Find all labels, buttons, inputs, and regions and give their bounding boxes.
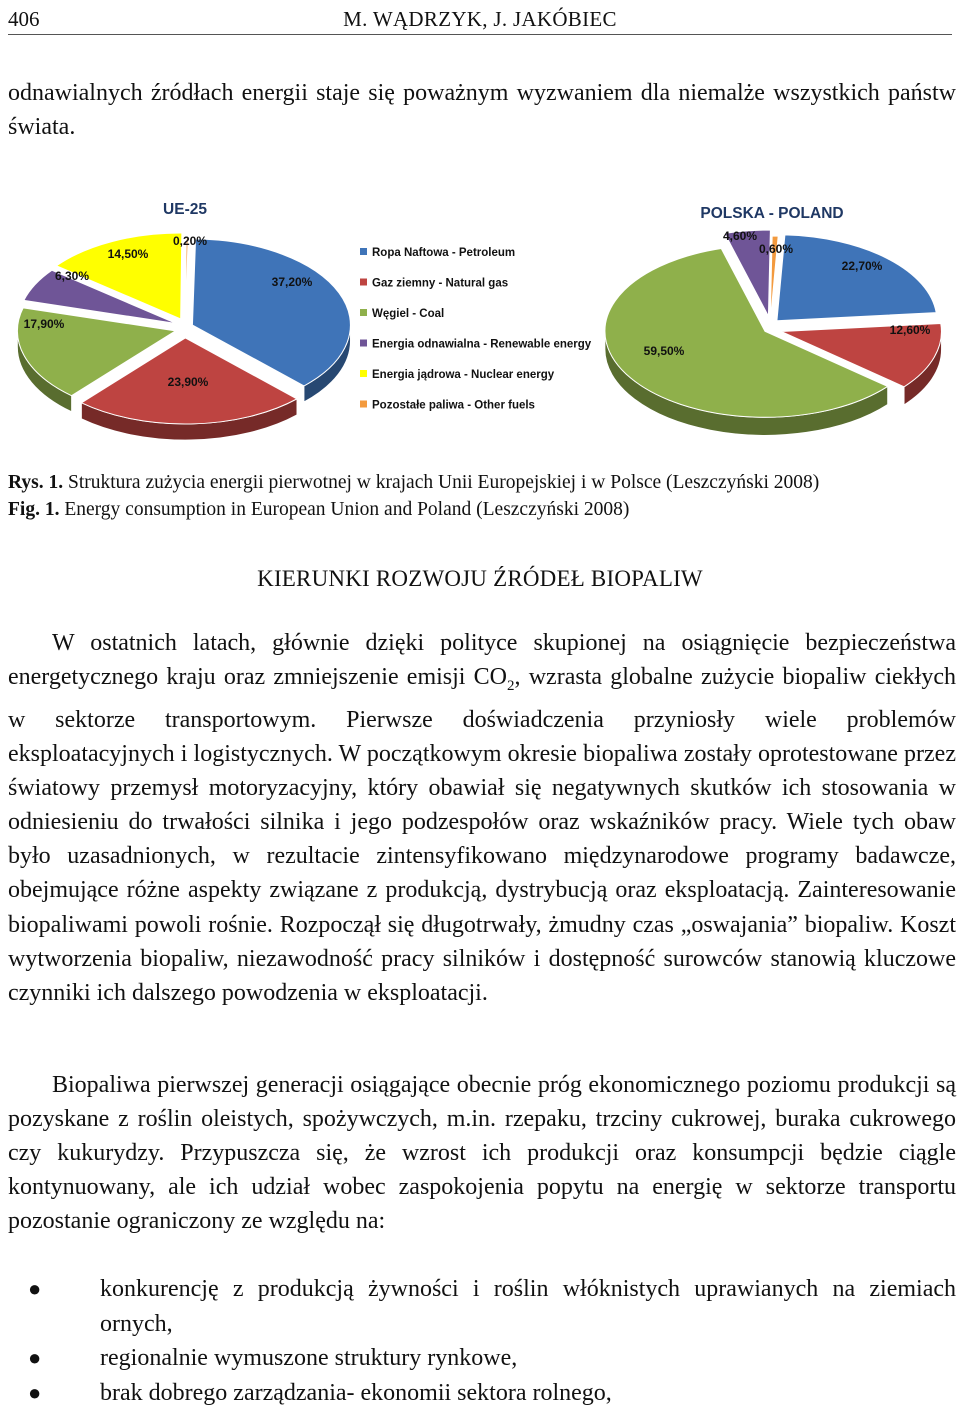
figure-caption-en — [8, 497, 629, 523]
legend-label: Energia odnawialna - Renewable energy — [372, 338, 592, 351]
list-item — [0, 1272, 960, 1341]
figure-energy-pies — [0, 190, 960, 440]
caption-label-en: Fig. 1. — [8, 499, 60, 520]
bullet-icon: ● — [28, 1276, 42, 1301]
legend-swatch — [360, 401, 367, 408]
pie-data-label: 23,90% — [167, 375, 209, 389]
pie-chart-eu — [17, 233, 350, 440]
caption-text-en: Energy consumption in European Union and Poland (Leszczyński 2008) — [64, 499, 630, 520]
caption-label-pl: Rys. 1. — [8, 472, 64, 493]
chart-title-eu: UE-25 — [163, 201, 207, 218]
chart-legend — [360, 247, 592, 412]
bullet-icon: ● — [28, 1345, 42, 1371]
pie-data-label: 0,20% — [172, 234, 208, 248]
legend-swatch — [360, 370, 367, 377]
page-header — [8, 0, 952, 35]
caption-text-pl: Struktura zużycia energii pierwotnej w krajach Unii Europejskiej i w Polsce (Leszczyński 2008) — [68, 472, 820, 493]
legend-swatch — [360, 340, 367, 347]
list-item — [0, 1376, 960, 1411]
subscript-2: 2 — [507, 677, 515, 694]
pie-data-label: 0,60% — [758, 242, 794, 256]
page-number: 406 — [8, 7, 40, 31]
paragraph-1-part-a: W ostatnich latach, głównie dzięki polityce skupionej na osiągnięcie bezpieczeństwa energetycznego kraju oraz zmniejszenie emisji CO — [8, 630, 956, 691]
paragraph-2: Biopaliwa pierwszej generacji osiągające obecnie próg ekonomicznego poziomu produkcji są pozyskane z roślin oleistych, spożywczych, m.in. rzepaku, trzciny cukrowej, buraka cukrowego czy kukurydzy. Przypuszcza się, że wzrost ich produkcji oraz konsumpcji będzie ciągle kontynuowany, ale ich udział wobec zaspokojenia popytu na energię w sektorze transportu pozostanie ograniczony ze względu na: — [8, 1072, 956, 1235]
figure-caption-pl — [8, 470, 819, 496]
pie-data-label: 59,50% — [643, 344, 685, 358]
intro-paragraph: odnawialnych źródłach energii staje się poważnym wyzwaniem dla niemalże wszystkich państw świata. — [8, 80, 956, 141]
chart-title-poland: POLSKA - POLAND — [700, 205, 844, 222]
legend-label: Energia jądrowa - Nuclear energy — [372, 369, 555, 381]
pie-slice — [185, 238, 188, 324]
pie-data-label: 4,60% — [722, 229, 758, 243]
pie-data-label: 14,50% — [107, 247, 149, 261]
legend-label: Węgiel - Coal — [372, 308, 445, 320]
running-title: M. WĄDRZYK, J. JAKÓBIEC — [343, 7, 617, 31]
bullet-icon: ● — [28, 1379, 42, 1405]
pie-data-label: 12,60% — [889, 323, 931, 337]
legend-label: Pozostałe paliwa - Other fuels — [372, 399, 535, 412]
paragraph-1-part-b: , wzrasta globalne zużycie biopaliw ciekłych w sektorze transportowym. Pierwsze doświadczenia przyniosły wiele problemów eksploatacyjnych i logistycznych. W początkowym okresie biopaliwa zostały oprotestowane przez światowy przemysł motoryzacyjny, który obawiał się negatywnych skutków ich stosowania w odniesieniu do trwałości silnika i jego podzespołów oraz wskaźników pracy. Wiele tych obaw było uzasadnionych, w rezultacie zintensyfikowano międzynarodowe programy badawcze, obejmujące różne aspekty związane z produkcją, dystrybucją oraz eksploatacją. Zainteresowanie biopaliwami powoli rośnie. Rozpoczął się długotrwały, żmudny czas „oswajania” biopaliw. Koszt wytworzenia biopaliw, niezawodność pracy silników i dostępność surowców stanowią kluczowe czynniki ich dalszego powodzenia w eksploatacji. — [8, 664, 956, 1006]
list-item-text: konkurencję z produkcją żywności i roślin włóknistych uprawianych na ziemiach ornych, — [100, 1276, 956, 1337]
pie-chart-poland — [605, 229, 941, 435]
section-heading: KIERUNKI ROZWOJU ŹRÓDEŁ BIOPALIW — [257, 566, 703, 591]
bullet-list — [0, 1272, 960, 1410]
legend-swatch — [360, 309, 367, 316]
list-item-text: regionalnie wymuszone struktury rynkowe, — [100, 1345, 518, 1372]
list-item-text: brak dobrego zarządzania- ekonomii sektora rolnego, — [100, 1379, 612, 1406]
legend-swatch — [360, 279, 367, 286]
pie-charts-svg — [0, 190, 960, 440]
pie-data-label: 17,90% — [23, 317, 65, 331]
legend-label: Gaz ziemny - Natural gas — [372, 277, 509, 290]
legend-swatch — [360, 248, 367, 255]
pie-data-label: 22,70% — [841, 259, 883, 273]
list-item — [0, 1341, 960, 1376]
pie-data-label: 37,20% — [271, 275, 313, 289]
pie-data-label: 6,30% — [54, 269, 90, 283]
legend-label: Ropa Naftowa - Petroleum — [372, 247, 516, 259]
pie-slice — [777, 235, 936, 321]
paragraph-1 — [8, 626, 956, 1010]
